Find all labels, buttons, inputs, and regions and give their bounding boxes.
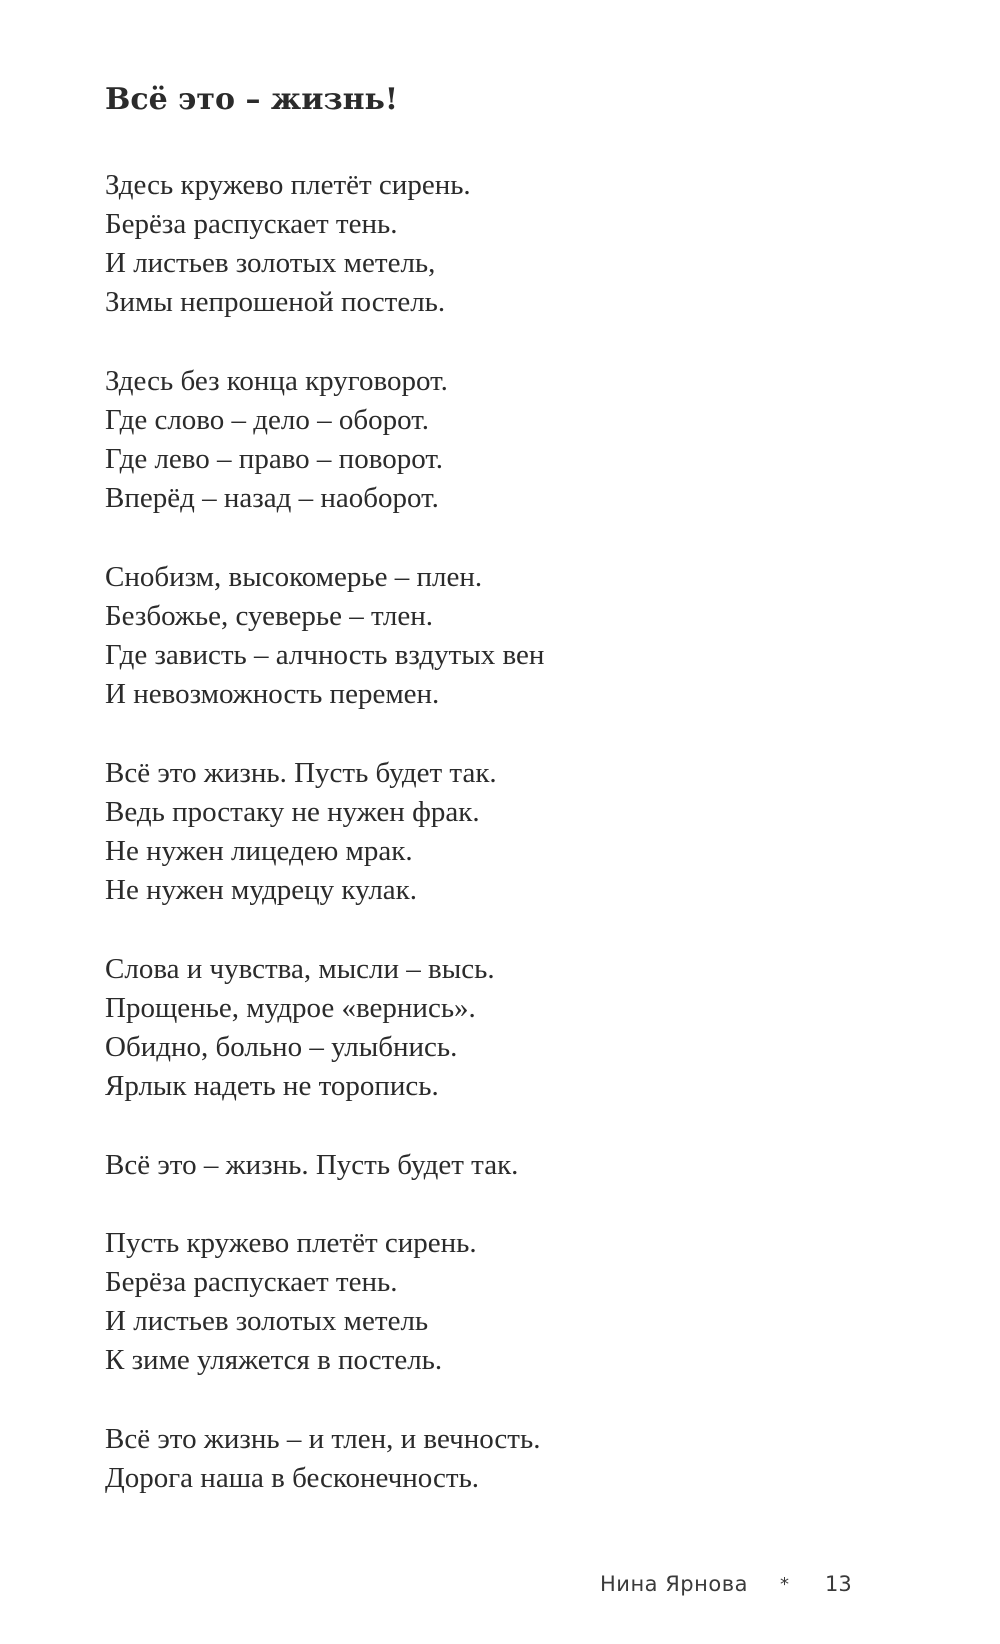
poem-line: Где зависть – алчность вздутых вен [105,639,545,671]
stanza-8 [105,1420,540,1498]
poem-line: Безбожье, суеверье – тлен. [105,600,434,632]
stanza-7 [105,1224,477,1380]
stanza-4 [105,754,497,910]
poem-line: Ярлык надеть не торопись. [105,1070,439,1102]
poem-title: Всё это – жизнь! [105,82,399,117]
poem-line: Всё это жизнь – и тлен, и вечность. [105,1423,541,1455]
stanza-3 [105,558,544,714]
poem-line: Берёза распускает тень. [105,208,398,240]
stanza-2 [105,362,448,518]
page-number: 13 [824,1572,852,1596]
poem-line: И листьев золотых метель [105,1305,429,1337]
page-footer [600,1567,875,1601]
poem-line: Снобизм, высокомерье – плен. [105,561,483,593]
poem-line: Дорога наша в бесконечность. [105,1462,480,1494]
poem-line: Слова и чувства, мысли – высь. [105,953,495,985]
poem-line: И невозможность перемен. [105,678,440,710]
poem-line: Всё это жизнь. Пусть будет так. [105,757,497,789]
poem-line: Не нужен мудрецу кулак. [105,874,418,906]
poem-line: Здесь кружево плетёт сирень. [105,169,471,201]
poem-line: Не нужен лицедею мрак. [105,835,413,867]
poem-line: К зиме уляжется в постель. [105,1344,443,1376]
poem-line: Зимы непрошеной постель. [105,286,446,318]
poem-line: Берёза распускает тень. [105,1266,398,1298]
poem-line: Здесь без конца круговорот. [105,365,448,397]
stanza-5 [105,950,495,1106]
stanza-1 [105,166,471,322]
poem-line: Пусть кружево плетёт сирень. [105,1227,477,1259]
poem-line: Прощенье, мудрое «вернись». [105,992,476,1024]
poem-line: И листьев золотых метель, [105,247,436,279]
stanza-6 [105,1146,518,1185]
poem-line: Обидно, больно – улыбнись. [105,1031,458,1063]
poem-line: Всё это – жизнь. Пусть будет так. [105,1149,519,1181]
author-name: Нина Ярнова [600,1572,748,1596]
poem-line: Где лево – право – поворот. [105,443,444,475]
poem-line: Вперёд – назад – наоборот. [105,482,439,514]
poem-line: Ведь простаку не нужен фрак. [105,796,480,828]
star-separator-icon: * [779,1573,789,1595]
poem-line: Где слово – дело – оборот. [105,404,430,436]
